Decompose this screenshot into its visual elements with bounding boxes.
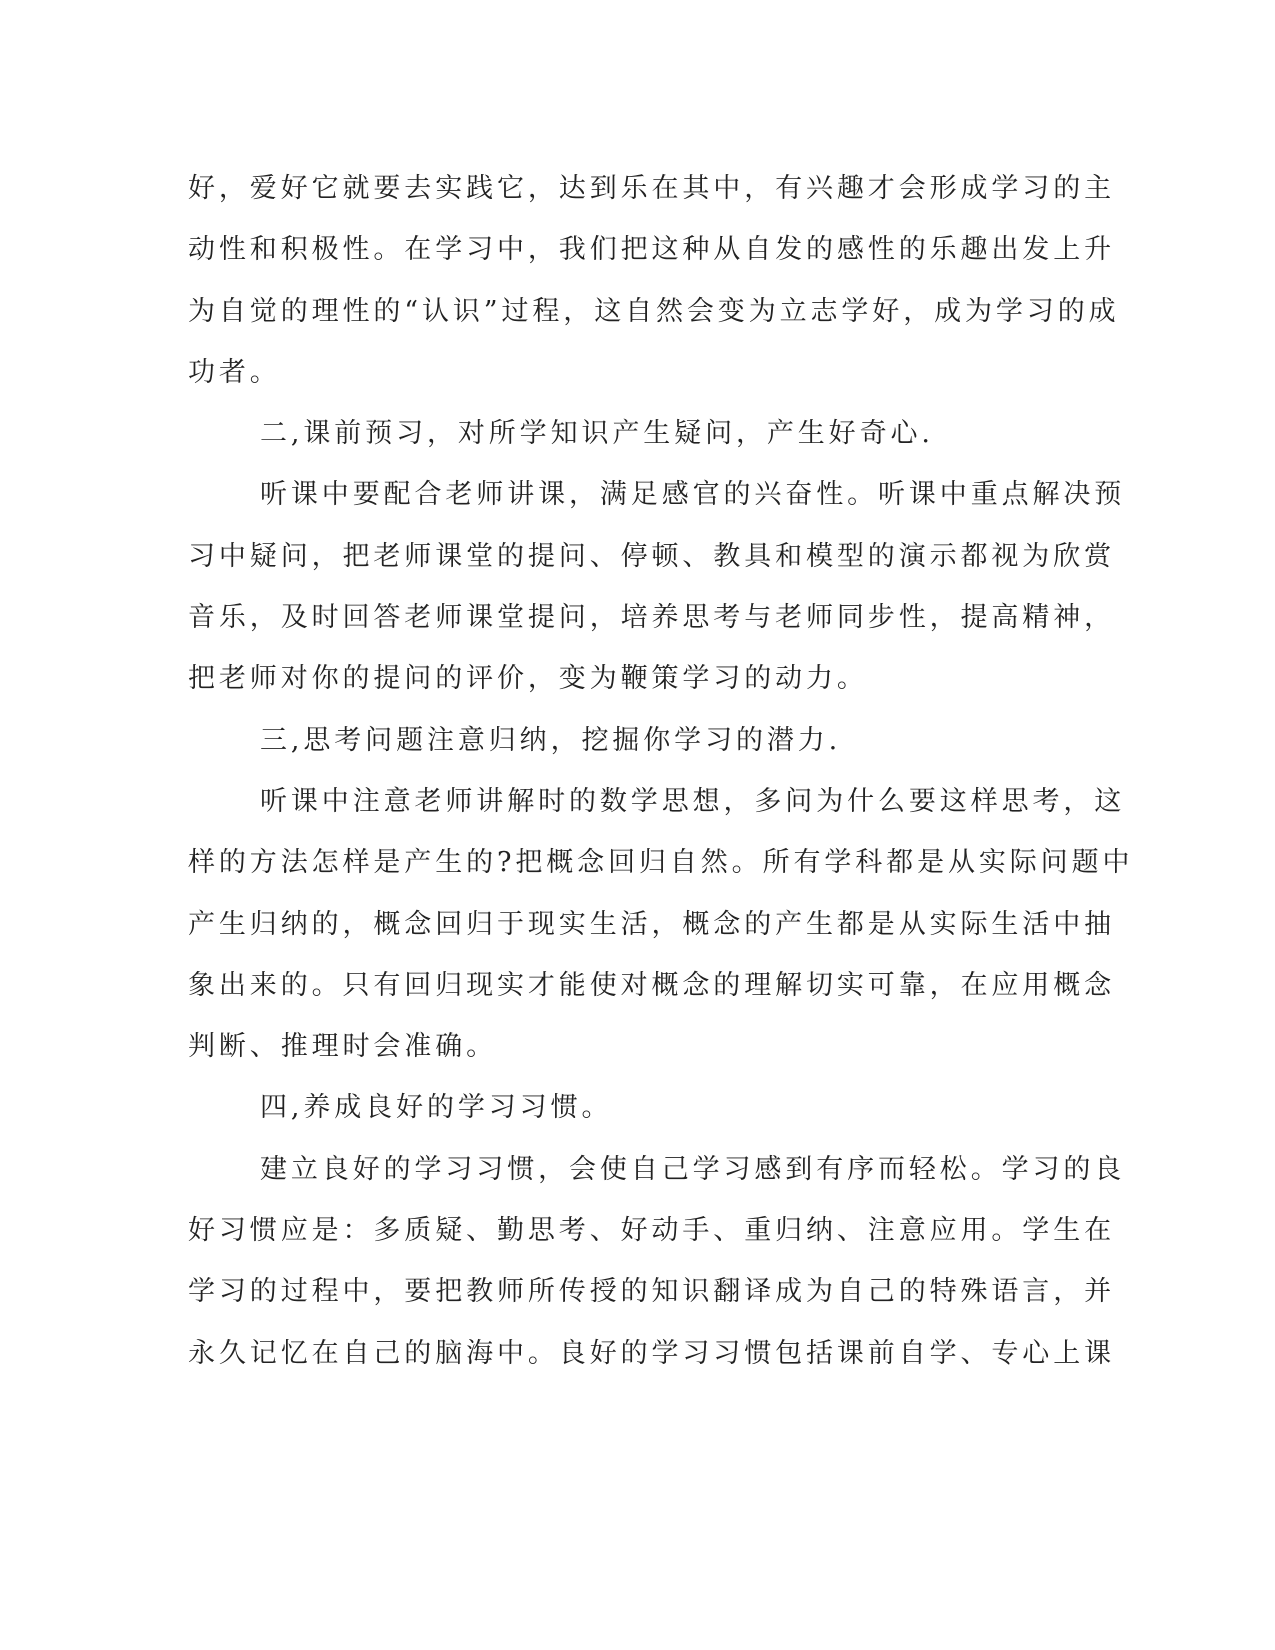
section-heading-2: 二,课前预习，对所学知识产生疑问，产生好奇心.: [260, 418, 934, 450]
text-line-1: 好，爱好它就要去实践它，达到乐在其中，有兴趣才会形成学习的主: [188, 173, 1115, 204]
text-line-3: 为自觉的理性的“认识”过程，这自然会变为立志学好，成为学习的成: [188, 295, 1120, 327]
text-line-9: 把老师对你的提问的评价，变为鞭策学习的动力。: [188, 663, 868, 695]
text-line-17: 建立良好的学习习惯，会使自己学习感到有序而轻松。学习的良: [260, 1153, 1126, 1185]
text-line-20: 永久记忆在自己的脑海中。良好的学习习惯包括课前自学、专心上课: [188, 1337, 1115, 1369]
text-line-7: 习中疑问，把老师课堂的提问、停顿、教具和模型的演示都视为欣赏: [188, 540, 1115, 572]
section-heading-4: 四,养成良好的学习习惯。: [260, 1092, 613, 1124]
text-line-4: 功者。: [188, 356, 281, 388]
text-line-8: 音乐，及时回答老师课堂提问，培养思考与老师同步性，提高精神，: [188, 602, 1115, 634]
text-line-6: 听课中要配合老师讲课，满足感官的兴奋性。听课中重点解决预: [260, 479, 1126, 511]
text-line-15: 判断、推理时会准确。: [188, 1031, 497, 1063]
text-line-13: 产生归纳的，概念回归于现实生活，概念的产生都是从实际生活中抽: [188, 908, 1115, 940]
section-heading-3: 三,思考问题注意归纳，挖掘你学习的潜力.: [260, 724, 842, 756]
document-body: [188, 158, 1134, 1384]
text-line-11: 听课中注意老师讲解时的数学思想，多问为什么要这样思考，这: [260, 785, 1126, 817]
text-line-2: 动性和积极性。在学习中，我们把这种从自发的感性的乐趣出发上升: [188, 234, 1115, 266]
text-line-18: 好习惯应是：多质疑、勤思考、好动手、重归纳、注意应用。学生在: [188, 1215, 1115, 1247]
text-line-12: 样的方法怎样是产生的?把概念回归自然。所有学科都是从实际问题中: [188, 847, 1134, 879]
text-line-14: 象出来的。只有回归现实才能使对概念的理解切实可靠，在应用概念: [188, 969, 1115, 1001]
text-line-19: 学习的过程中，要把教师所传授的知识翻译成为自己的特殊语言，并: [188, 1276, 1115, 1308]
